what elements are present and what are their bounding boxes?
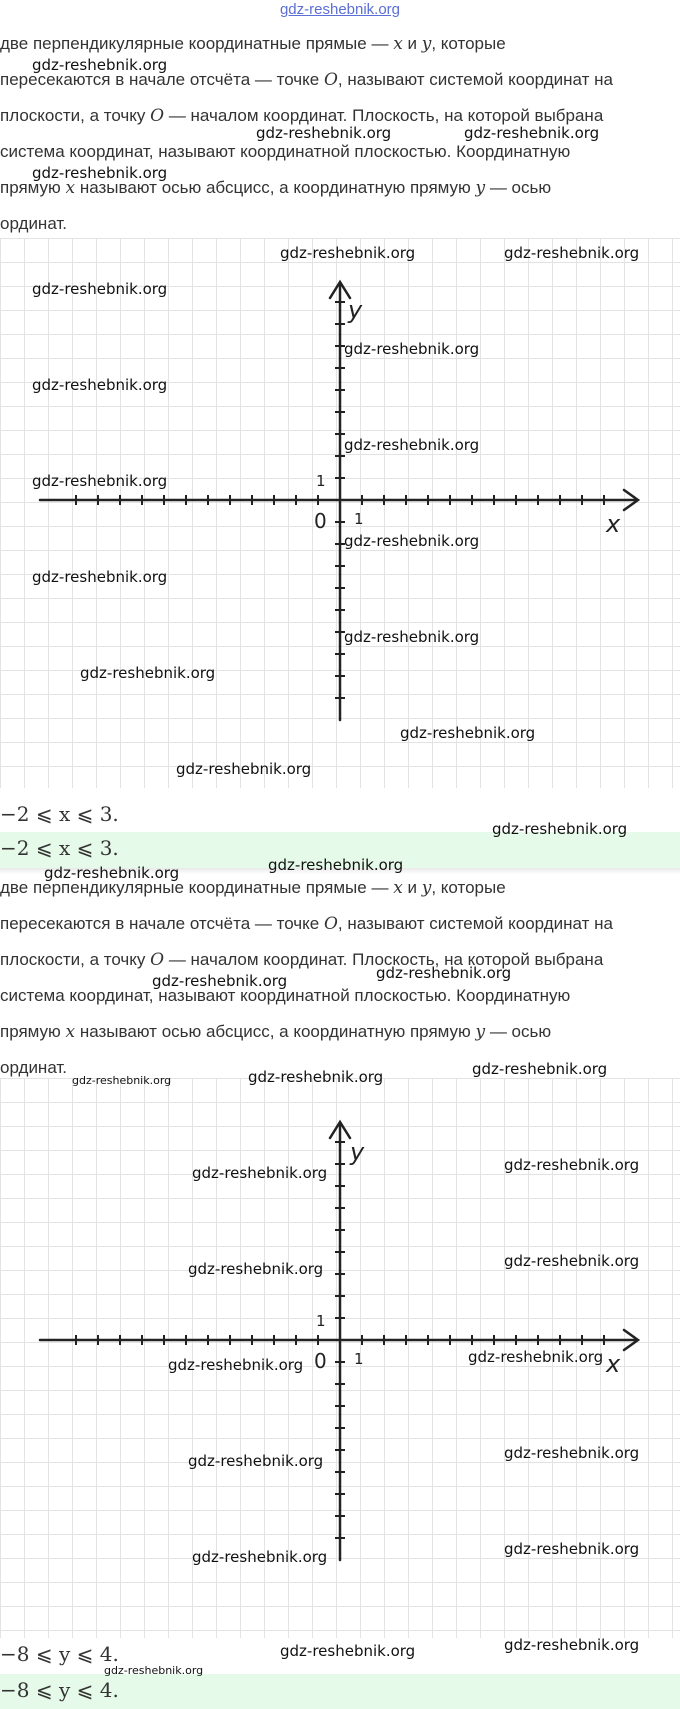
watermark: gdz-reshebnik.org [492,820,628,838]
watermark: gdz-reshebnik.org [248,1068,384,1086]
watermark: gdz-reshebnik.org [32,568,168,586]
watermark: gdz-reshebnik.org [468,1348,604,1366]
watermark: gdz-reshebnik.org [192,1164,328,1182]
watermark: gdz-reshebnik.org [504,244,640,262]
watermark: gdz-reshebnik.org [32,56,168,74]
watermark: gdz-reshebnik.org [472,1060,608,1078]
y-axis-label: y [350,1138,365,1166]
watermark: gdz-reshebnik.org [168,1356,304,1374]
x-unit-label: 1 [354,510,364,528]
watermark: gdz-reshebnik.org [344,532,480,550]
watermark: gdz-reshebnik.org [80,664,216,682]
answer-text-2: −8 ⩽ y ⩽ 4. [0,1678,119,1702]
inequality-1: −2 ⩽ x ⩽ 3. [0,802,119,826]
origin-label: 0 [314,509,327,533]
watermark: gdz-reshebnik.org [280,244,416,262]
answer-text-1: −2 ⩽ x ⩽ 3. [0,836,119,860]
watermark: gdz-reshebnik.org [188,1260,324,1278]
watermark: gdz-reshebnik.org [376,964,512,982]
site-header-link[interactable]: gdz-reshebnik.org [279,1,401,18]
x-axis-label: x [606,510,621,538]
x-axis-label: x [606,1350,621,1378]
watermark: gdz-reshebnik.org [192,1548,328,1566]
watermark: gdz-reshebnik.org [72,1074,172,1087]
watermark: gdz-reshebnik.org [504,1252,640,1270]
watermark: gdz-reshebnik.org [104,1664,204,1677]
watermark: gdz-reshebnik.org [256,124,392,142]
inequality-2: −8 ⩽ y ⩽ 4. [0,1642,119,1666]
watermark: gdz-reshebnik.org [280,1642,416,1660]
y-unit-label: 1 [316,1312,326,1330]
watermark: gdz-reshebnik.org [44,864,180,882]
watermark: gdz-reshebnik.org [464,124,600,142]
watermark: gdz-reshebnik.org [504,1156,640,1174]
watermark: gdz-reshebnik.org [504,1540,640,1558]
watermark: gdz-reshebnik.org [32,376,168,394]
watermark: gdz-reshebnik.org [188,1452,324,1470]
answer-bar-2 [0,1674,680,1709]
origin-label: 0 [314,1349,327,1373]
watermark: gdz-reshebnik.org [32,472,168,490]
x-unit-label: 1 [354,1350,364,1368]
watermark: gdz-reshebnik.org [400,724,536,742]
watermark: gdz-reshebnik.org [32,280,168,298]
watermark: gdz-reshebnik.org [344,340,480,358]
watermark: gdz-reshebnik.org [152,972,288,990]
watermark: gdz-reshebnik.org [176,760,312,778]
coordinate-grid-1 [0,238,680,788]
watermark: gdz-reshebnik.org [504,1444,640,1462]
watermark: gdz-reshebnik.org [268,856,404,874]
watermark: gdz-reshebnik.org [344,628,480,646]
watermark: gdz-reshebnik.org [32,164,168,182]
coordinate-plane-1 [0,238,680,788]
y-unit-label: 1 [316,472,326,490]
watermark: gdz-reshebnik.org [344,436,480,454]
definition-paragraph-1: две перпендикулярные координатные прямые — x и y, которые пересекаются в начале отсчёта — точке O, называют системой координат на плоскости, а точку O — началом координат. Плоскость, на которой выбрана система координат, называют координатной плоскостью. Координатную прямую x называют осью абсцисс, а координатную прямую y — осью ординат. [0,34,613,233]
definition-paragraph-2: две перпендикулярные координатные прямые — x и y, которые пересекаются в начале отсчёта — точке O, называют системой координат на плоскости, а точку O — началом координат. Плоскость, на которой выбрана система координат, называют координатной плоскостью. Координатную прямую x называют осью абсцисс, а координатную прямую y — осью ординат. [0,878,613,1077]
watermark: gdz-reshebnik.org [504,1636,640,1654]
y-axis-label: y [348,296,363,324]
